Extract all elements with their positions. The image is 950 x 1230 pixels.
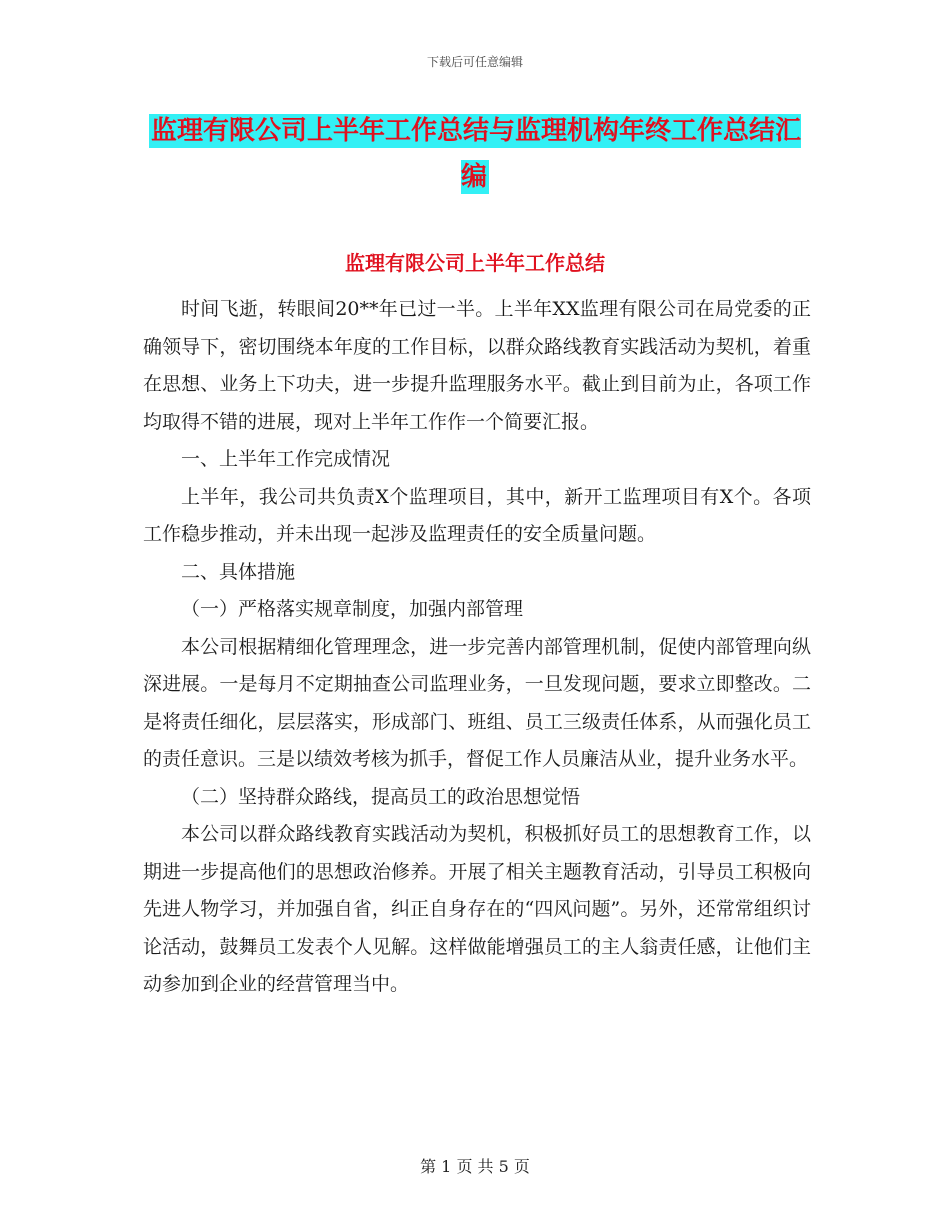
page-footer: 第 1 页 共 5 页	[420, 1157, 530, 1176]
document-title	[140, 108, 810, 200]
paragraph-management: 本公司根据精细化管理理念，进一步完善内部管理机制，促使内部管理向纵深进展。一是每月不定期抽查公司监理业务，一旦发现问题，要求立即整改。二是将责任细化，层层落实，形成部门、班组、员工三级责任体系，从而强化员工的责任意识。三是以绩效考核为抓手，督促工作人员廉洁从业，提升业务水平。	[143, 635, 811, 770]
paragraph-intro: 时间飞逝，转眼间20**年已过一半。上半年XX监理有限公司在局党委的正确领导下，密切围绕本年度的工作目标，以群众路线教育实践活动为契机，着重在思想、业务上下功夫，进一步提升监理服务水平。截止到目前为止，各项工作均取得不错的进展，现对上半年工作作一个简要汇报。	[143, 298, 811, 433]
document-title-text: 监理有限公司上半年工作总结与监理机构年终工作总结汇编	[150, 116, 801, 192]
document-body	[143, 291, 811, 1004]
subheading-management: （一）严格落实规章制度，加强内部管理	[181, 598, 524, 620]
section-title: 监理有限公司上半年工作总结	[345, 251, 605, 275]
heading-measures: 二、具体措施	[181, 560, 296, 583]
heading-completion-status: 一、上半年工作完成情况	[181, 448, 391, 470]
paragraph-projects: 上半年，我公司共负责X个监理项目，其中，新开工监理项目有X个。各项工作稳步推动，并未出现一起涉及监理责任的安全质量问题。	[143, 485, 811, 545]
subheading-mass-line: （二）坚持群众路线，提高员工的政治思想觉悟	[181, 785, 581, 808]
paragraph-mass-line: 本公司以群众路线教育实践活动为契机，积极抓好员工的思想教育工作，以期进一步提高他们的思想政治修养。开展了相关主题教育活动，引导员工积极向先进人物学习，并加强自省，纠正自身存在的“四风问题”。另外，还常常组织讨论活动，鼓舞员工发表个人见解。这样做能增强员工的主人翁责任感，让他们主动参加到企业的经营管理当中。	[143, 823, 811, 995]
header-note: 下载后可任意编辑	[426, 55, 523, 69]
